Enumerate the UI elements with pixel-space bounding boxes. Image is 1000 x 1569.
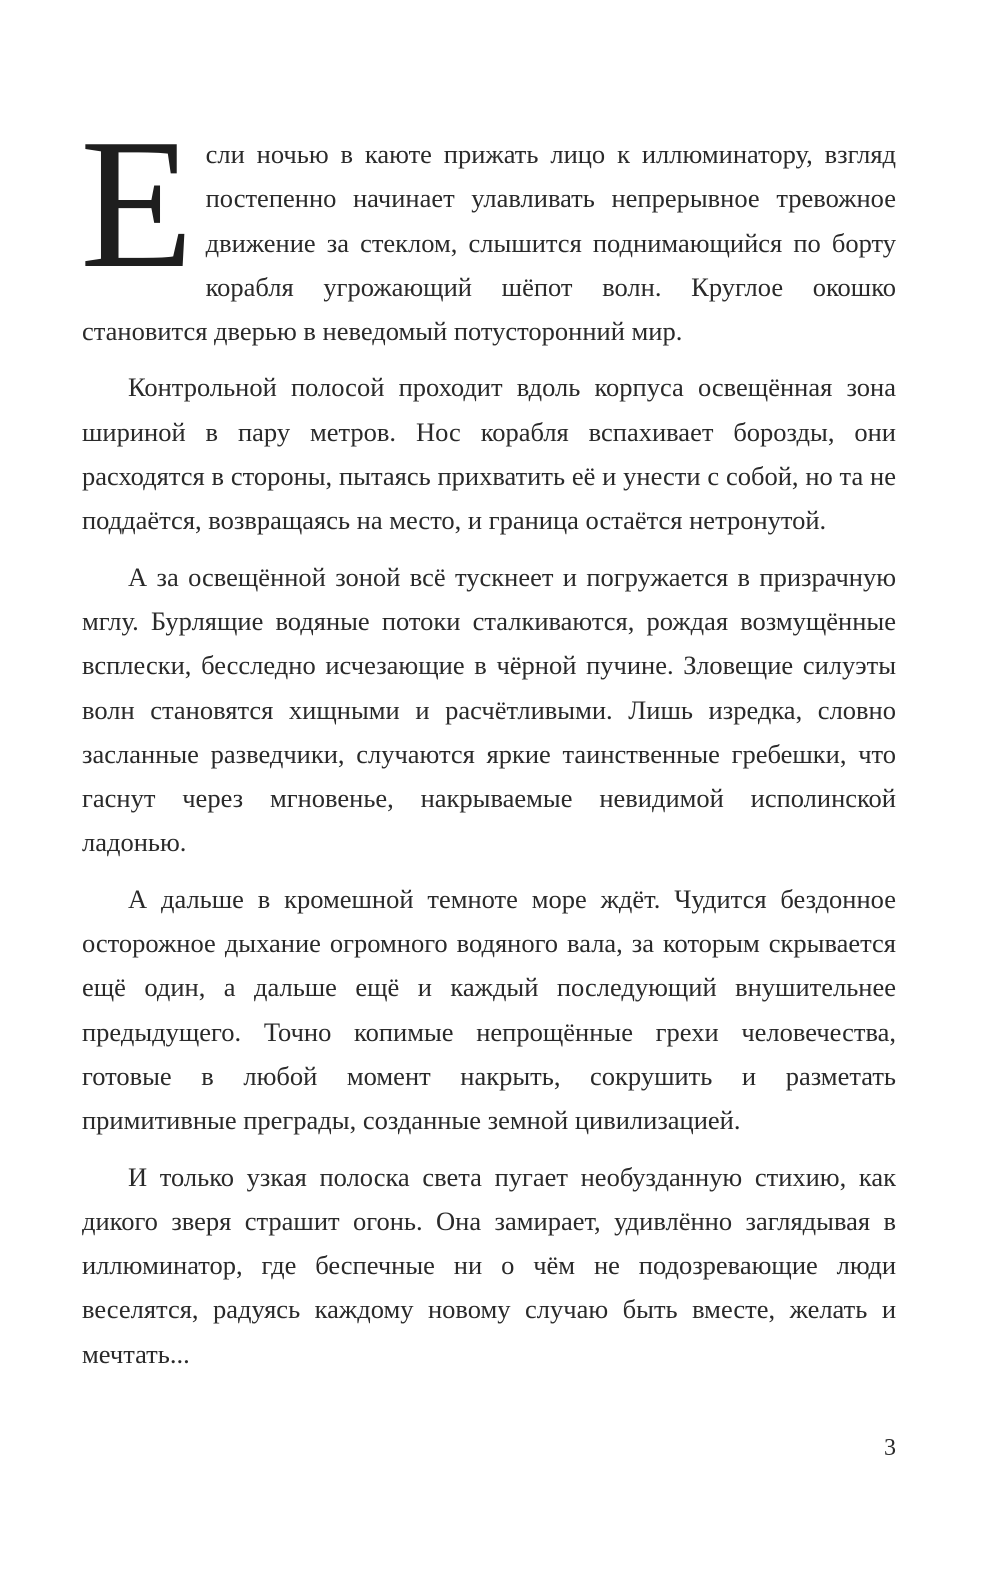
page-number: 3 [884, 1435, 896, 1461]
paragraph-5: И только узкая полоска света пугает необузданную стихию, как дикого зверя страшит огонь. Она замирает, удивлённо заглядывая в иллюминатор, где беспечные ни о чём не подозревающие люди веселятся, радуясь каждому новому случаю быть вместе, желать и мечтать... [82, 1161, 896, 1369]
paragraph-2: Контрольной полосой проходит вдоль корпуса освещённая зона шириной в пару метров. Нос корабля вспахивает борозды, они расходятся в стороны, пытаясь прихватить её и унести с собой, но та не поддаётся, возвращаясь на место, и граница остаётся нетронутой. [82, 372, 896, 536]
paragraph-1-text: сли ночью в каюте прижать лицо к иллюминатору, взгляд постепенно начинает улавливать непрерывное тревожное движение за стеклом, слышится поднимающийся по борту корабля угрожающий шёпот волн. Круглое окошко становится дверью в неведомый потусторонний мир. [82, 139, 896, 347]
page-body [80, 101, 896, 1388]
paragraph-1 [80, 101, 896, 353]
drop-cap: Е [80, 101, 194, 307]
paragraph-3: А за освещённой зоной всё тускнеет и погружается в призрачную мглу. Бурлящие водяные потоки сталкиваются, рождая возмущённые всплески, бесследно исчезающие в чёрной пучине. Зловещие силуэты волн становятся хищными и расчётливыми. Лишь изредка, словно засланные разведчики, случаются яркие таинственные гребешки, что гаснут через мгновенье, накрываемые невидимой исполинской ладонью. [82, 561, 896, 858]
paragraph-4: А дальше в кромешной темноте море ждёт. Чудится бездонное осторожное дыхание огромного водяного вала, за которым скрывается ещё один, а дальше ещё и каждый последующий внушительнее предыдущего. Точно копимые непрощённые грехи человечества, готовые в любой момент накрыть, сокрушить и разметать примитивные преграды, созданные земной цивилизацией. [82, 883, 896, 1136]
